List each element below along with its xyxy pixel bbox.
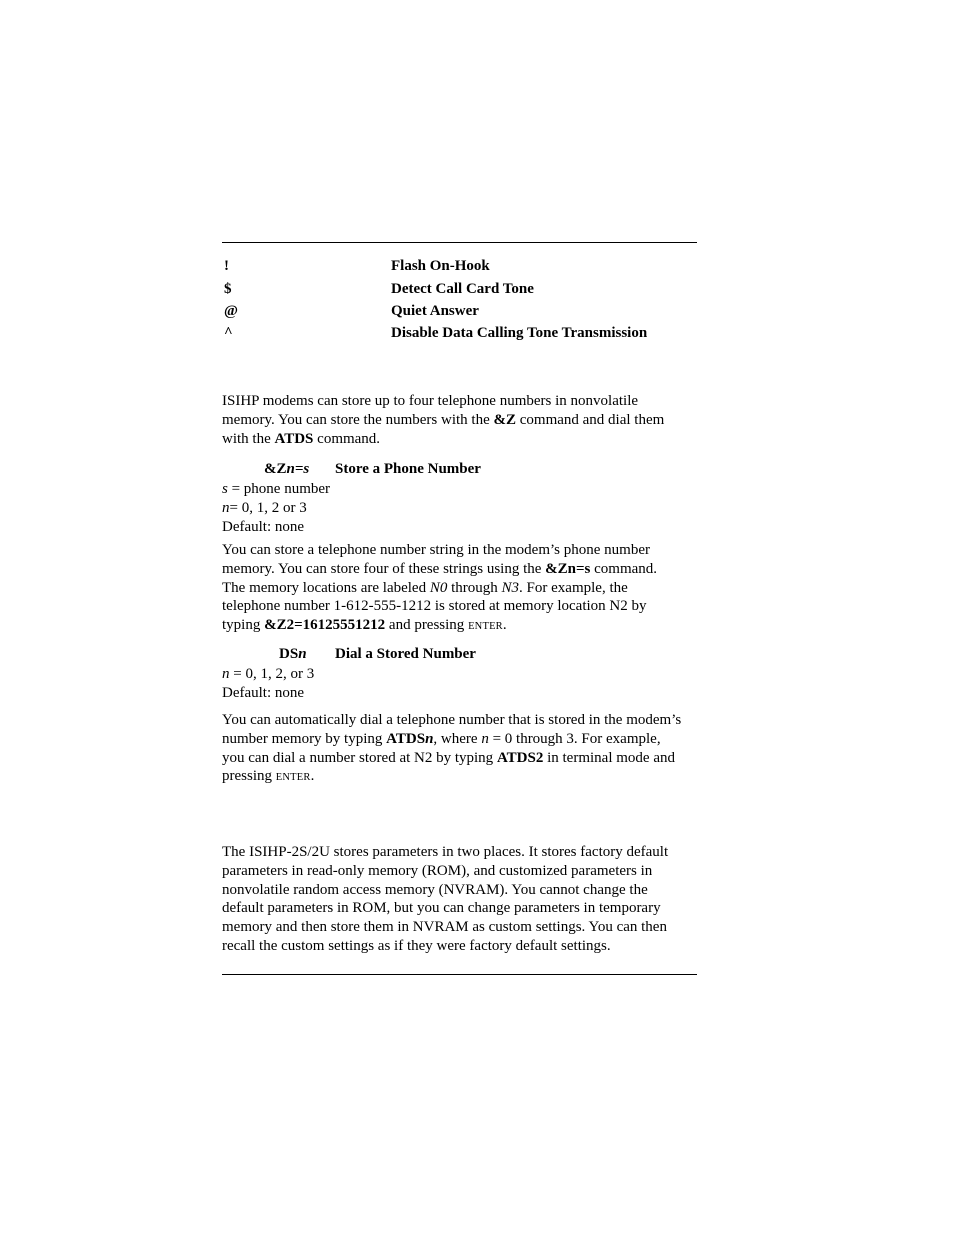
store-command-params: s = phone number n= 0, 1, 2 or 3 Default: none [222,481,331,535]
modifier-description: Flash On-Hook [391,258,490,274]
store-command-description: You can store a telephone number string in the modem’s phone number memory. You can store four of these strings using the &Zn=s command. The memory locations are labeled N0 through N3. For example, the telephone number 1-612-555-1212 is stored at memory location N2 by typing &Z2=16125551212 and pressing ENTER. [222,542,658,634]
parameters-paragraph: The ISIHP-2S/2U stores parameters in two places. It stores factory default parameters in read-only memory (ROM), and customized parameters in nonvolatile random access memory (NVRAM). You cannot change the default parameters in ROM, but you can change parameters in temporary memory and then store them in NVRAM as custom settings. You can then recall the custom settings as if they were factory default settings. [222,844,669,954]
dial-command-title: Dial a Stored Number [335,646,476,662]
stored-numbers-intro: ISIHP modems can store up to four telephone numbers in nonvolatile memory. You can store the numbers with the &Z command and dial them with the ATDS command. [222,393,665,447]
dial-modifier-row [222,322,697,344]
modifier-description: Quiet Answer [391,303,479,319]
dial-modifier-row [222,300,697,322]
store-command-heading: &Zn=s [264,461,310,477]
store-command-title: Store a Phone Number [335,461,481,477]
modifier-symbol: ! [224,258,229,274]
dial-command-description: You can automatically dial a telephone number that is stored in the modem’s number memory by typing ATDSn, where n = 0 through 3. For example, you can dial a number stored at N2 by typing ATDS2 in terminal mode and pressing ENTER. [222,712,682,785]
modifier-description: Detect Call Card Tone [391,281,534,297]
dial-command-heading: DSn [279,646,307,662]
dial-modifier-row [222,255,697,277]
modifier-description: Disable Data Calling Tone Transmission [391,325,648,341]
dial-command-params: n = 0, 1, 2, or 3 Default: none [222,666,315,701]
dial-modifier-row [222,278,697,300]
modifier-symbol: ^ [224,325,233,341]
top-rule [222,242,697,243]
bottom-rule [222,974,697,975]
modifier-symbol: $ [224,281,232,297]
modifier-symbol: @ [224,303,238,319]
